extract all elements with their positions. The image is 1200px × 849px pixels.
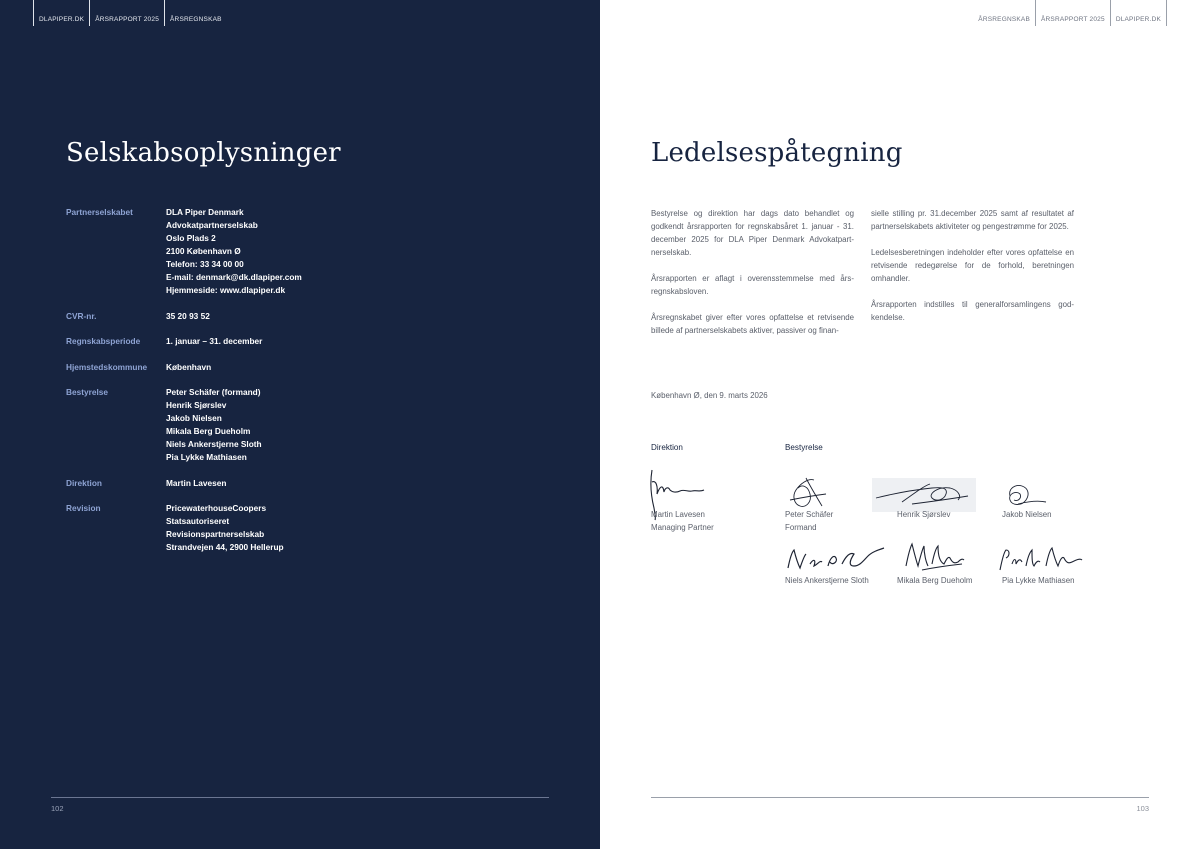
info-value: Hjemmeside: www.dlapiper.dk: [166, 285, 286, 295]
signatory-name: Peter Schäfer: [785, 510, 834, 519]
info-value: Strandvejen 44, 2900 Hellerup: [166, 542, 284, 552]
signature-mathiasen: [996, 544, 1084, 576]
info-value: Pia Lykke Mathiasen: [166, 452, 247, 462]
info-value: Martin Lavesen: [166, 477, 227, 488]
statement-paragraph: Årsrapporten er aflagt i overensstemmelse med årsregnskabsloven.: [651, 274, 854, 296]
signature-dueholm: [902, 540, 966, 574]
statement-text: [651, 207, 1075, 350]
footer-divider: [51, 797, 549, 798]
info-value: 1. januar – 31. december: [166, 336, 263, 346]
signatory-name: Jakob Nielsen: [1002, 510, 1052, 519]
nav-tab-arsrapport[interactable]: ÅRSRAPPORT 2025: [89, 0, 164, 26]
footer-divider: [651, 797, 1149, 798]
signature-schafer: [786, 476, 828, 512]
company-info-table: [66, 206, 526, 567]
signature-sjorslev: [872, 478, 976, 512]
right-top-nav: [973, 0, 1167, 26]
signatory-name: Henrik Sjørslev: [897, 510, 951, 519]
info-label: Direktion: [66, 477, 102, 488]
info-value: Mikala Berg Dueholm: [166, 426, 251, 436]
info-value: Statsautoriseret: [166, 516, 230, 526]
direktion-heading: Direktion: [651, 443, 683, 452]
statement-column-1: [651, 207, 854, 350]
statement-paragraph: Årsrapporten indstilles til generalforsamlingens godkendelse.: [871, 300, 1074, 322]
info-value: Jakob Nielsen: [166, 413, 222, 423]
statement-paragraph: Bestyrelse og direktion har dags dato behandlet og godkendt årsrapporten for regnskabsåret 1. januar - 31. december 2025 for DLA Piper Denmark Advokatpartnerselskab.: [651, 209, 854, 257]
bestyrelse-heading: Bestyrelse: [785, 443, 823, 452]
info-values: [166, 361, 211, 374]
info-values: [166, 477, 226, 490]
info-value: DLA Piper Denmark: [166, 207, 244, 217]
signatory-role: Managing Partner: [651, 523, 714, 532]
info-label: Partnerselskabet: [66, 207, 133, 217]
info-row-cvr: [66, 310, 526, 323]
signatory-name: Niels Ankerstjerne Sloth: [785, 576, 869, 585]
signatory-role: Formand: [785, 523, 817, 532]
statement-paragraph: Årsregnskabet giver efter vores opfattelse et retvisende billede af partnerselskabets aktiver, passiver og finan-: [651, 313, 854, 335]
info-label: CVR-nr.: [66, 310, 97, 321]
signature-sloth: [784, 544, 886, 574]
info-values: [166, 502, 284, 554]
info-row-direktion: [66, 477, 526, 490]
info-value: E-mail: denmark@dk.dlapiper.com: [166, 272, 302, 282]
statement-paragraph: sielle stilling pr. 31.december 2025 samt af resultatet af partnerselskabets aktiviteter og pengestrømme for 2025.: [871, 209, 1074, 231]
info-value: Telefon: 33 34 00 00: [166, 259, 244, 269]
page-number: 102: [51, 804, 64, 813]
left-top-nav: [33, 0, 227, 26]
right-page: [600, 0, 1200, 849]
info-row-hjemstedskommune: [66, 361, 526, 374]
info-value: Oslo Plads 2: [166, 233, 216, 243]
info-value: Niels Ankerstjerne Sloth: [166, 439, 262, 449]
nav-tab-arsrapport[interactable]: ÅRSRAPPORT 2025: [1036, 0, 1111, 26]
info-row-bestyrelse: [66, 386, 526, 464]
info-label: Hjemstedskommune: [66, 361, 148, 372]
info-row-revision: [66, 502, 526, 554]
info-value: Advokatpartnerselskab: [166, 220, 258, 230]
info-value: Henrik Sjørslev: [166, 400, 227, 410]
info-value: 35 20 93 52: [166, 310, 210, 321]
info-value: PricewaterhouseCoopers: [166, 503, 267, 513]
info-values: [166, 206, 302, 297]
statement-column-2: [871, 207, 1074, 350]
page-title: Ledelsespåtegning: [651, 138, 903, 168]
info-label: Bestyrelse: [66, 387, 108, 397]
info-values: [166, 335, 262, 348]
page-title: Selskabsoplysninger: [66, 138, 341, 168]
signatory-name: Mikala Berg Dueholm: [897, 576, 973, 585]
page-number: 103: [1136, 804, 1149, 813]
nav-tab-dlapiper[interactable]: DLAPIPER.DK: [33, 0, 89, 26]
nav-tab-arsregnskab[interactable]: ÅRSREGNSKAB: [164, 0, 227, 26]
info-value: København: [166, 361, 212, 372]
info-label: Revision: [66, 503, 101, 513]
nav-tab-arsregnskab[interactable]: ÅRSREGNSKAB: [973, 0, 1036, 26]
info-values: [166, 310, 210, 323]
info-row-regnskabsperiode: [66, 335, 526, 348]
signing-date: København Ø, den 9. marts 2026: [651, 391, 768, 400]
signatory-name: Martin Lavesen: [651, 510, 705, 519]
info-value: Peter Schäfer (formand): [166, 387, 261, 397]
signatory-name: Pia Lykke Mathiasen: [1002, 576, 1075, 585]
nav-tab-dlapiper[interactable]: DLAPIPER.DK: [1111, 0, 1167, 26]
statement-paragraph: Ledelsesberetningen indeholder efter vores opfattelse en retvisende redegørelse for de forhold, beretningen omhandler.: [871, 248, 1074, 283]
info-label: Regnskabsperiode: [66, 336, 141, 346]
info-values: [166, 386, 262, 464]
info-value: 2100 København Ø: [166, 246, 241, 256]
info-value: Revisionspartnerselskab: [166, 529, 265, 539]
info-row-partnerselskabet: [66, 206, 526, 297]
